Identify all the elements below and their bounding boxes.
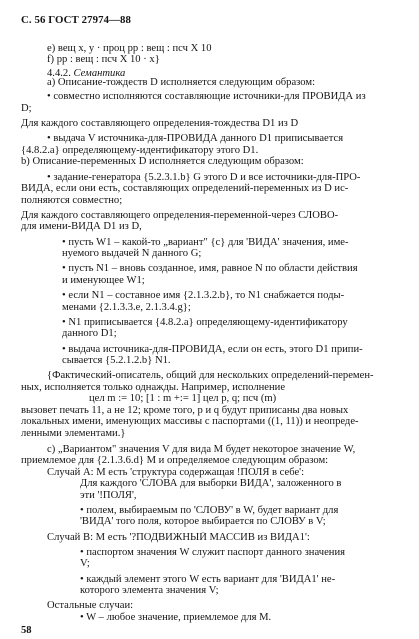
text-line: • полем, выбираемым по 'СЛОВУ' в W, будет вариант для	[80, 504, 339, 516]
text-line: D;	[21, 102, 32, 114]
text-line: V;	[80, 558, 90, 570]
text-line: нуемого выдачей N данного G;	[62, 248, 202, 259]
page-number: 58	[21, 625, 32, 636]
text-line: b) Описание-переменных D исполняется следующим образом:	[21, 156, 304, 168]
text-line: • каждый элемент этого W есть вариант для 'ВИДА1' не-	[80, 573, 336, 585]
text-line: • паспортом значения W служит паспорт данного значения	[80, 546, 345, 558]
text-line: эти '!ПОЛЯ',	[80, 489, 137, 501]
text-line: • выдача V источника-для-ПРОВИДА данного D1 приписывается	[47, 133, 344, 145]
text-line: менами {2.1.3.3.е, 2.1.3.4.g};	[62, 301, 191, 313]
text-line: • пусть N1 – вновь созданное, имя, равное N по области действия	[62, 263, 358, 275]
page-header: С. 56 ГОСТ 27974—88	[21, 14, 132, 26]
text-line: Для каждого составляющего определения-тождества D1 из D	[21, 118, 299, 130]
text-line: • N1 приписывается {4.8.2.а} определяющему-идентификатору	[62, 316, 348, 328]
text-line: е) вещ х, у · проц рр : вещ : псч Х 10	[47, 42, 212, 54]
text-line: 'ВИДА' того поля, которое выбирается по СЛОВУ в V;	[80, 516, 326, 528]
text-line: и именующее W1;	[62, 274, 145, 286]
text-line: Случай А: М есть 'структура содержащая !ПОЛЯ в себе':	[47, 466, 305, 478]
text-line: • пусть W1 – какой-то „вариант" {с} для 'ВИДА' значения, име-	[62, 236, 349, 248]
text-line: • если N1 – составное имя {2.1.3.2.b}, то N1 снабжается поды-	[62, 290, 345, 301]
text-line: полняются совместно;	[21, 194, 123, 206]
text-line: для имени-ВИДА D1 из D,	[21, 221, 142, 233]
text-line: Остальные случаи:	[47, 600, 134, 611]
text-line: • совместно исполняются составляющие источники-для ПРОВИДА из	[47, 91, 366, 103]
text-line: • выдача источника-для-ПРОВИДА, если он есть, этого D1 припи-	[62, 343, 363, 355]
text-line: ных, исполняется только однажды. Например, исполнение	[21, 381, 286, 393]
text-line: сывается {5.2.1.2.b} N1.	[62, 354, 171, 366]
code-line: цел m := 10; [1 : m +:= 1] цел р, q; псч (m)	[89, 393, 277, 405]
section-number: 4.4.2.	[47, 68, 74, 79]
section-title: Семантика	[73, 68, 126, 79]
text-line: локальных имени, именующих массивы с паспортами ((1, 11)) и неопреде-	[21, 416, 359, 428]
text-line: Для каждого 'СЛОВА для выборки ВИДА', заложенного в	[80, 478, 342, 490]
text-line: {4.8.2.а} определяющему-идентификатору этого D1.	[21, 144, 259, 156]
text-line: приемлемое для {2.1.3.6.d} M и определяемое следующим образом:	[21, 455, 329, 467]
text-line: вызовет печать 11, а не 12; кроме того, р и q будут приписаны два новых	[21, 404, 349, 416]
text-line: {Фактический-описатель, общий для нескольких определений-перемен-	[47, 370, 374, 382]
text-line: • задание-генератора {5.2.3.1.b} G этого D и все источники-для-ПРО-	[47, 171, 361, 183]
text-line: которого элемента значения V;	[80, 585, 219, 597]
text-line: Для каждого составляющего определения-переменной-через СЛОВО-	[21, 209, 339, 221]
text-line: Случай В: М есть '?ПОДВИЖНЫЙ МАССИВ из ВИДА1':	[47, 531, 310, 543]
text-line: с) „Вариантом" значения V для вида M будет некоторое значение W,	[47, 443, 356, 455]
text-line: • W – любое значение, приемлемое для M.	[80, 612, 272, 623]
text-line: f) рр : вещ : псч Х 10 · х}	[47, 54, 160, 66]
text-line: ленными элементами.}	[21, 427, 126, 439]
text-line: а) Описание-тождеств D исполняется следующим образом:	[47, 77, 316, 88]
text-line: данного D1;	[62, 328, 117, 340]
text-line: ВИДА, если они есть, составляющих определений-переменных из D ис-	[21, 183, 349, 194]
